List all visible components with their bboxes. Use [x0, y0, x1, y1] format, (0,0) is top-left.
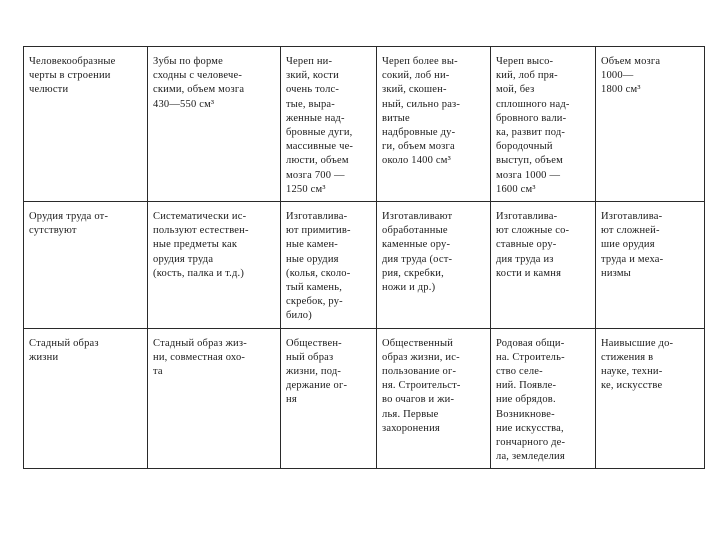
table-cell: Череп ни- зкий, кости очень толс- тые, выра- женные над- бровные дуги, массивные че- люсти, объем мозга 700 — 1250 см³: [281, 47, 377, 202]
table-cell: Изготавлива- ют сложней- шие орудия труда и меха- низмы: [596, 202, 705, 329]
table-row-tools: [24, 202, 705, 329]
table-cell: Стадный образ жизни: [24, 328, 148, 469]
table-cell: Зубы по форме сходны с человече- скими, объем мозга 430—550 см³: [148, 47, 281, 202]
table-cell: Стадный образ жиз- ни, совместная охо- та: [148, 328, 281, 469]
table-row-anatomy: [24, 47, 705, 202]
table-cell: Изготавлива- ют примитив- ные камен- ные орудия (колья, сколо- тый камень, скребок, ру- било): [281, 202, 377, 329]
table-row-lifestyle: [24, 328, 705, 469]
table-cell: Родовая общи- на. Строитель- ство селе- ний. Появле- ние обрядов. Возникнове- ние искусства, гончарного де- ла, земледелия: [491, 328, 596, 469]
table-cell: Череп более вы- сокий, лоб ни- зкий, скошен- ный, сильно раз- витые надбровные ду- ги, объем мозга около 1400 см³: [377, 47, 491, 202]
table-cell: Обществен- ный образ жизни, под- держание ог- ня: [281, 328, 377, 469]
table-cell: Общественный образ жизни, ис- пользование ог- ня. Строительст- во очагов и жи- лья. Первые захоронения: [377, 328, 491, 469]
table-cell: Систематически ис- пользуют естествен- ные предметы как орудия труда (кость, палка и т.д.): [148, 202, 281, 329]
table-cell: Орудия труда от- сутствуют: [24, 202, 148, 329]
table-cell: Наивысшие до- стижения в науке, техни- ке, искусстве: [596, 328, 705, 469]
table-cell: Изготавливают обработанные каменные ору- дия труда (ост- рия, скребки, ножи и др.): [377, 202, 491, 329]
comparison-table-container: [23, 46, 704, 463]
table-cell: Изготавлива- ют сложные со- ставные ору- дия труда из кости и камня: [491, 202, 596, 329]
table-cell: Человекообразные черты в строении челюсти: [24, 47, 148, 202]
table-cell: Объем мозга 1000— 1800 см³: [596, 47, 705, 202]
evolution-comparison-table: [23, 46, 705, 469]
table-cell: Череп высо- кий, лоб пря- мой, без сплошного над- бровного вали- ка, развит под- бородочный выступ, объем мозга 1000 — 1600 см³: [491, 47, 596, 202]
